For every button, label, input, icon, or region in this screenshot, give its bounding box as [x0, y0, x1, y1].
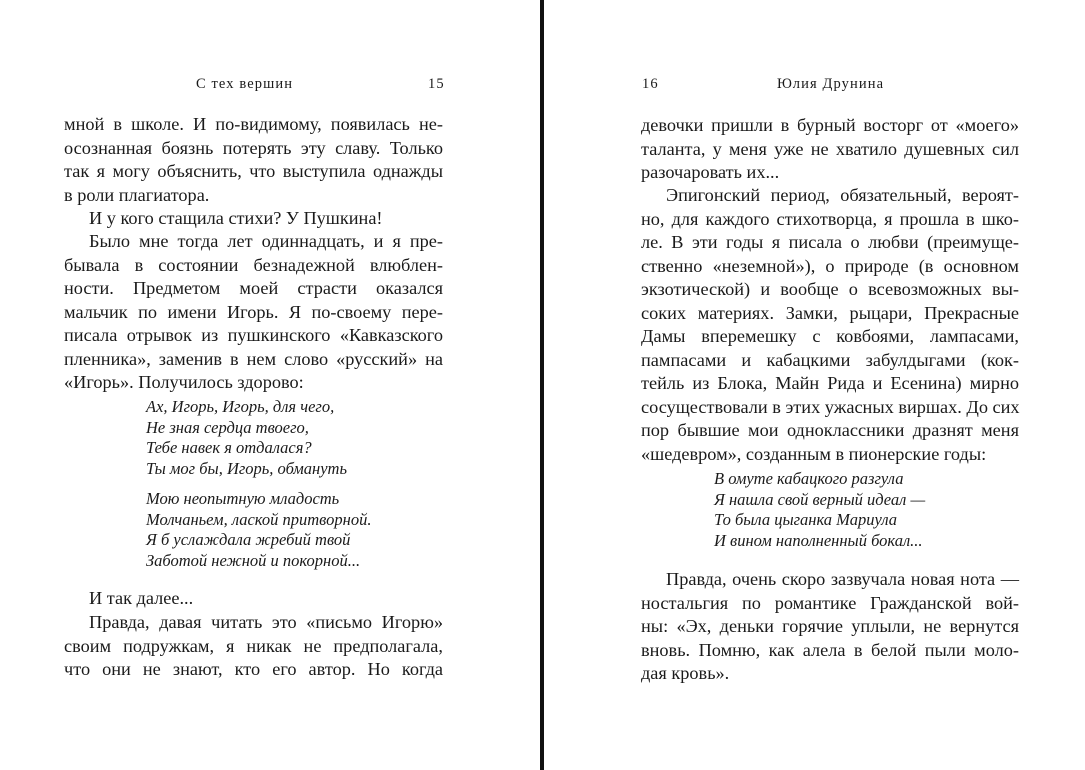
text-line: И так далее...: [89, 588, 194, 608]
text-line: соких материях. Замки, рыцари, Прекрасные: [641, 302, 1019, 323]
text-line: Эпигонский период, обязательный, вероят-: [666, 185, 1019, 205]
text-line: тейль из Блока, Майн Рида и Есенина) мирно: [641, 373, 1019, 393]
text-line: Правда, давая читать это «письмо Игорю»: [89, 612, 443, 632]
right-paragraph-1: [641, 114, 1019, 185]
text-line: ны: «Эх, деньки горячие уплыли, не вернутся: [641, 616, 1019, 636]
left-paragraph-2: [89, 207, 443, 231]
text-line: таланта, у меня уже не хватило душевных сил: [641, 138, 1019, 159]
text-line: сосуществовали в этих ужасных виршах. До сих: [641, 396, 1020, 417]
text-line: что они не знают, кто его автор. Но когда: [64, 659, 443, 679]
right-page-number: 16: [642, 76, 659, 92]
text-line: разочаровать их...: [641, 162, 780, 182]
text-line: бывала в состоянии безнадежной влюблен-: [64, 254, 443, 275]
text-line: ности. Предметом моей страсти оказался: [64, 278, 443, 298]
text-line: «шедевром», созданным в пионерские годы:: [641, 443, 987, 464]
left-page-number: 15: [428, 76, 445, 92]
verse-line: И вином наполненный бокал...: [714, 530, 923, 550]
verse-line: Молчаньем, лаской притворной.: [146, 509, 372, 529]
text-line: дая кровь».: [641, 663, 730, 683]
text-line: Правда, очень скоро зазвучала новая нота —: [666, 569, 1019, 589]
verse-line: То была цыганка Мариула: [714, 510, 897, 530]
text-line: Дамы вперемешку с ковбоями, лампасами,: [641, 326, 1019, 346]
right-verse-stanza: [714, 469, 925, 551]
text-line: ственно «неземной»), о природе (в основном: [641, 255, 1019, 276]
text-line: так я могу объяснить, что выступила однажды: [64, 161, 443, 181]
text-line: в роли плагиатора.: [64, 184, 210, 205]
right-paragraph-3: [641, 568, 1019, 686]
left-verse-stanza-2: [146, 489, 371, 571]
verse-line: Не зная сердца твоего,: [146, 417, 309, 437]
left-paragraph-5: [64, 611, 443, 682]
verse-line: Я б услаждала жребий твой: [146, 530, 351, 550]
text-line: девочки пришли в бурный восторг от «моего»: [641, 115, 1019, 135]
left-page: [0, 0, 540, 770]
text-line: но, для каждого стихотворца, я прошла в шко-: [641, 208, 1019, 229]
text-line: И у кого стащила стихи? У Пушкина!: [89, 208, 383, 228]
text-line: писала отрывок из пушкинского «Кавказского: [64, 325, 443, 345]
left-paragraph-3: [64, 230, 443, 395]
text-line: пампасами и кабацкими забулдыгами (кок-: [641, 349, 1019, 370]
left-paragraph-4: [89, 587, 443, 611]
text-line: пленника», заменив в нем слово «русский» на: [64, 348, 443, 369]
right-paragraph-2: [641, 184, 1019, 466]
text-line: экзотической) и вообще о всевозможных вы-: [641, 279, 1019, 299]
text-line: «Игорь». Получилось здорово:: [64, 372, 304, 392]
verse-line: В омуте кабацкого разгула: [714, 469, 904, 488]
verse-line: Ты мог бы, Игорь, обмануть: [146, 458, 347, 478]
text-line: вновь. Помню, как алела в белой пыли моло-: [641, 639, 1019, 660]
left-verse-stanza-1: [146, 397, 347, 479]
text-line: мной в школе. И по-видимому, появилась не-: [64, 114, 443, 134]
text-line: своим подружкам, я никак не предполагала,: [64, 635, 443, 656]
text-line: мальчик по имени Игорь. Я по-своему пере-: [64, 301, 443, 322]
text-line: ле. В эти годы я писала о любви (преимуще-: [641, 232, 1019, 252]
left-running-title: С тех вершин: [196, 76, 294, 92]
verse-line: Заботой нежной и покорной...: [146, 550, 361, 570]
verse-line: Мою неопытную младость: [146, 489, 340, 508]
verse-line: Я нашла свой верный идеал —: [714, 489, 926, 509]
verse-line: Ах, Игорь, Игорь, для чего,: [146, 397, 335, 416]
left-paragraph-1: [64, 113, 443, 207]
text-line: ностальгия по романтике Гражданской вой-: [641, 592, 1019, 613]
text-line: осознанная боязнь потерять эту славу. Только: [64, 137, 443, 158]
right-page: [544, 0, 1085, 770]
verse-line: Тебе навек я отдалася?: [146, 438, 312, 458]
right-running-title: Юлия Друнина: [777, 76, 885, 92]
text-line: Было мне тогда лет одиннадцать, и я пре-: [89, 231, 443, 251]
text-line: пор бывшие мои одноклассники дразнят меня: [641, 420, 1019, 440]
